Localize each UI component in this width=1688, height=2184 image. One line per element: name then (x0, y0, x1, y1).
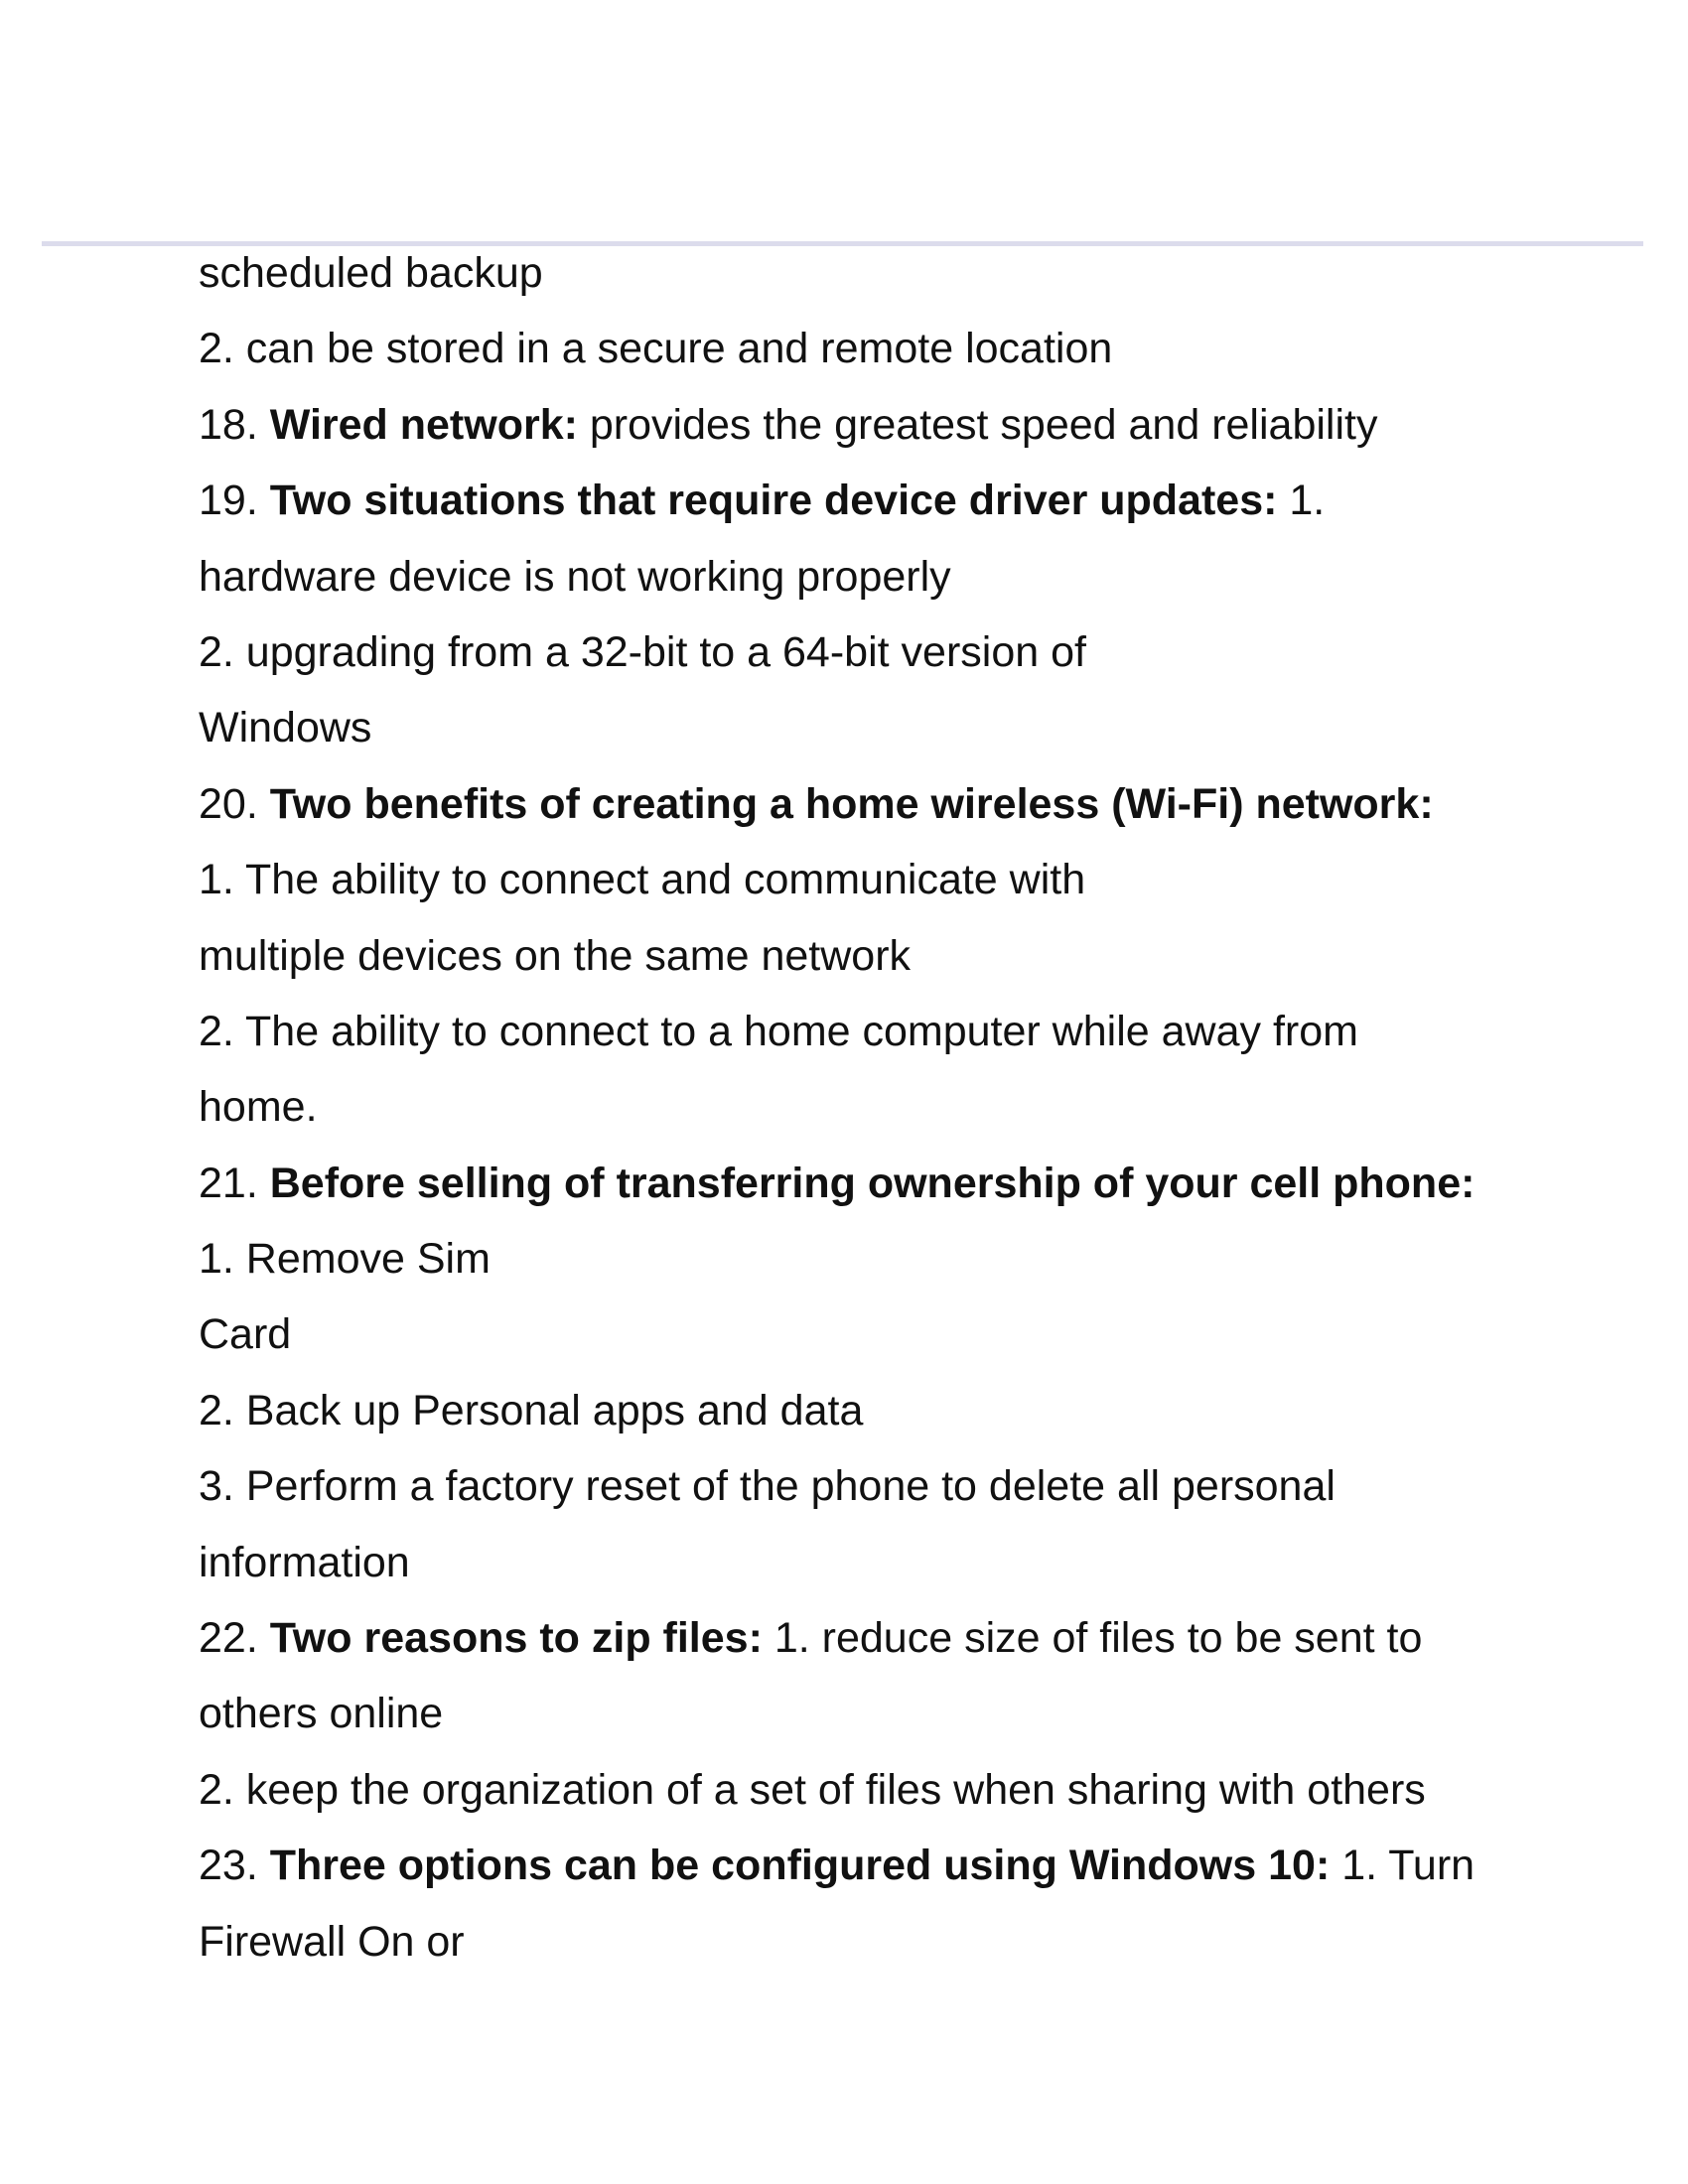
text-line-11: 2. The ability to connect to a home computer while away from (199, 1007, 1358, 1055)
text-line-5: hardware device is not working properly (199, 552, 951, 601)
item-19-driver-updates: 19. Two situations that require device driver updates: 1. (199, 477, 1326, 525)
item-21-cell-phone: 21. Before selling of transferring ownership of your cell phone: (199, 1159, 1476, 1207)
text-line-16: 2. Back up Personal apps and data (199, 1386, 864, 1434)
item-22-zip-files: 22. Two reasons to zip files: 1. reduce size of files to be sent to (199, 1614, 1423, 1663)
text-line-14: 1. Remove Sim (199, 1235, 491, 1284)
text-line-10: multiple devices on the same network (199, 931, 912, 980)
document-body (199, 235, 1569, 1979)
text-line-1: scheduled backup (199, 249, 543, 297)
text-line-12: home. (199, 1083, 318, 1132)
item-heading: Two situations that require device driver updates: (269, 477, 1278, 525)
text-line-6: 2. upgrading from a 32-bit to a 64-bit version of (199, 627, 1086, 676)
item-heading: Wired network: (269, 400, 578, 449)
item-heading: Before selling of transferring ownership of your cell phone: (269, 1159, 1476, 1207)
text-line-23: Firewall On or (199, 1917, 465, 1966)
text-line-2: 2. can be stored in a secure and remote location (199, 325, 1113, 373)
item-heading: Three options can be configured using Windows 10: (269, 1842, 1331, 1890)
text-line-18: information (199, 1538, 410, 1586)
text-line-17: 3. Perform a factory reset of the phone to delete all personal (199, 1462, 1336, 1511)
text-line-9: 1. The ability to connect and communicate with (199, 856, 1086, 904)
text-line-21: 2. keep the organization of a set of files when sharing with others (199, 1765, 1426, 1814)
text-line-7: Windows (199, 704, 372, 752)
text-line-15: Card (199, 1310, 292, 1359)
item-23-windows-options: 23. Three options can be configured using Windows 10: 1. Turn (199, 1842, 1476, 1890)
item-20-wifi-benefits: 20. Two benefits of creating a home wireless (Wi-Fi) network: (199, 779, 1434, 828)
text-line-20: others online (199, 1690, 444, 1738)
item-heading: Two benefits of creating a home wireless (Wi-Fi) network: (269, 779, 1434, 828)
item-heading: Two reasons to zip files: (269, 1614, 763, 1663)
item-18-wired-network: 18. Wired network: provides the greatest speed and reliability (199, 400, 1378, 449)
